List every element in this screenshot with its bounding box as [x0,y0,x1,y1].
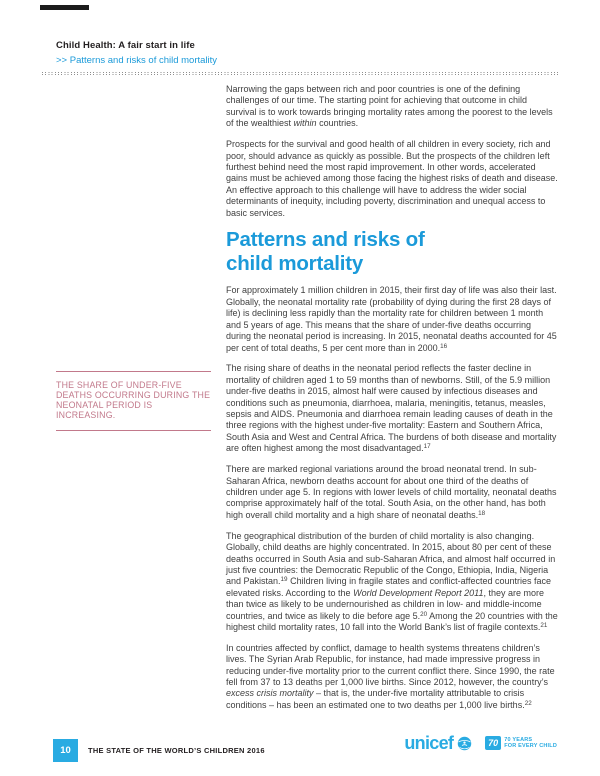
article-body [226,84,558,721]
body-paragraph: The rising share of deaths in the neonatal period reflects the faster decline in mortality of children aged 1 to 59 months than of newborns. Still, of the 5.9 million under-five deaths in 2015, almost half were caused by infectious diseases and conditions such as pneumonia, diarrhoea, malaria, meningitis, tetanus, measles, sepsis and AIDS. Pneumonia and diarrhoea remain leading causes of death in the three regions with the highest under-five mortality: Eastern and Southern Africa, South Asia and West and Central Africa. The burdens of both disease and mortality are often highest among the most disadvantaged.$^{17}$ [226,363,557,454]
dotted-divider [42,72,558,75]
anniversary-text [504,737,557,750]
breadcrumb: >> Patterns and risks of child mortality [56,55,218,66]
section-heading-line: Patterns and risks of [226,228,425,252]
body-paragraph: The geographical distribution of the burden of child mortality is also changing. Globally, child deaths are highly concentrated. In 2015, about 80 per cent of these deaths occurred in South Asia and sub-Saharan Africa, and almost half occurred in just five countries: the Democratic Republic of the Congo, Ethiopia, India, Nigeria and Pakistan.$^{19}$ Children living in fragile states and conflict-affected countries face elevated risks. According to the World Development Report 2011, they are more than twice as likely to be undernourished as children in low- and middle-income countries, and twice as likely to die before age 5.20 Among the 20 countries with the highest child mortality rates, 10 fall into the World Bank’s list of fragile contexts.$^{21}$ [226,530,558,632]
unicef-logo [404,734,473,752]
crop-mark [40,5,89,10]
body-paragraph: In countries affected by conflict, damage to health systems threatens children’s lives. The Syrian Arab Republic, for instance, had made impressive progress in reducing under-five mortality prior to the current conflict there. Since 1990, the rate fell from 37 to 13 deaths per 1,000 live births. Since 2012, however, the country’s excess crisis mortality – that is, the under-five mortality attributable to crisis conditions – has been an estimated one to two deaths per 1,000 live births.$^{22}$ [226,642,555,710]
body-paragraph: For approximately 1 million children in 2015, their first day of life was also their last. Globally, the neonatal mortality rate (probability of dying during the first 28 days of life) is declining less rapidly than the mortality rate for children between 1 month and 5 years of age. This means that the share of under-five deaths occurring during the neonatal period is increasing. In 2015, neonatal deaths accounted for 45 per cent of total deaths, 5 per cent more than in 2000.16 [226,285,557,353]
anniversary-line1: 70 YEARS [504,736,533,743]
body-paragraph: Prospects for the survival and good health of all children in every society, rich and poor, should advance as quickly as possible. But the prospects of the children left furthest behind need the most rapid improvement. In other words, accelerated gains must be achieved among those facing the highest risks of death and disease. An effective approach to this challenge will have to address the wider social determinants of inequity, including poverty, discrimination and unequal access to basic services. [226,139,558,218]
pull-quote-bottom-rule [56,430,211,431]
unicef-70-years-icon: 70 [485,736,501,750]
section-heading-line: child mortality [226,252,364,276]
footer-logos [404,734,557,752]
unicef-globe-icon [456,735,473,752]
report-title: THE STATE OF THE WORLD’S CHILDREN 2016 [88,746,265,755]
pull-quote-text: THE SHARE OF UNDER-FIVE DEATHS OCCURRING DURING THE NEONATAL PERIOD IS INCREASING. [56,380,211,420]
body-paragraph: There are marked regional variations around the broad neonatal trend. In sub-Saharan Africa, newborn deaths account for about one third of the deaths of children under age 5. In regions with lower levels of child mortality, neonatal deaths comprise approximately half of the total. South Asia, on the other hand, has both high overall child mortality and a high share of neonatal deaths.$^{18}$ [226,464,557,520]
unicef-70-years-logo [485,736,557,750]
page-number-badge: 10 [53,739,78,762]
chapter-title: Child Health: A fair start in life [56,40,195,51]
pull-quote [56,371,211,431]
anniversary-line2: FOR EVERY CHILD [504,743,557,749]
body-paragraph: Narrowing the gaps between rich and poor countries is one of the defining challenges of our time. The starting point for achieving that outcome in child survival is to work towards bringing mortality rates among the poorest to the levels of the wealthiest within countries. [226,84,553,129]
unicef-wordmark: unicef [404,733,454,753]
section-heading [226,228,558,276]
